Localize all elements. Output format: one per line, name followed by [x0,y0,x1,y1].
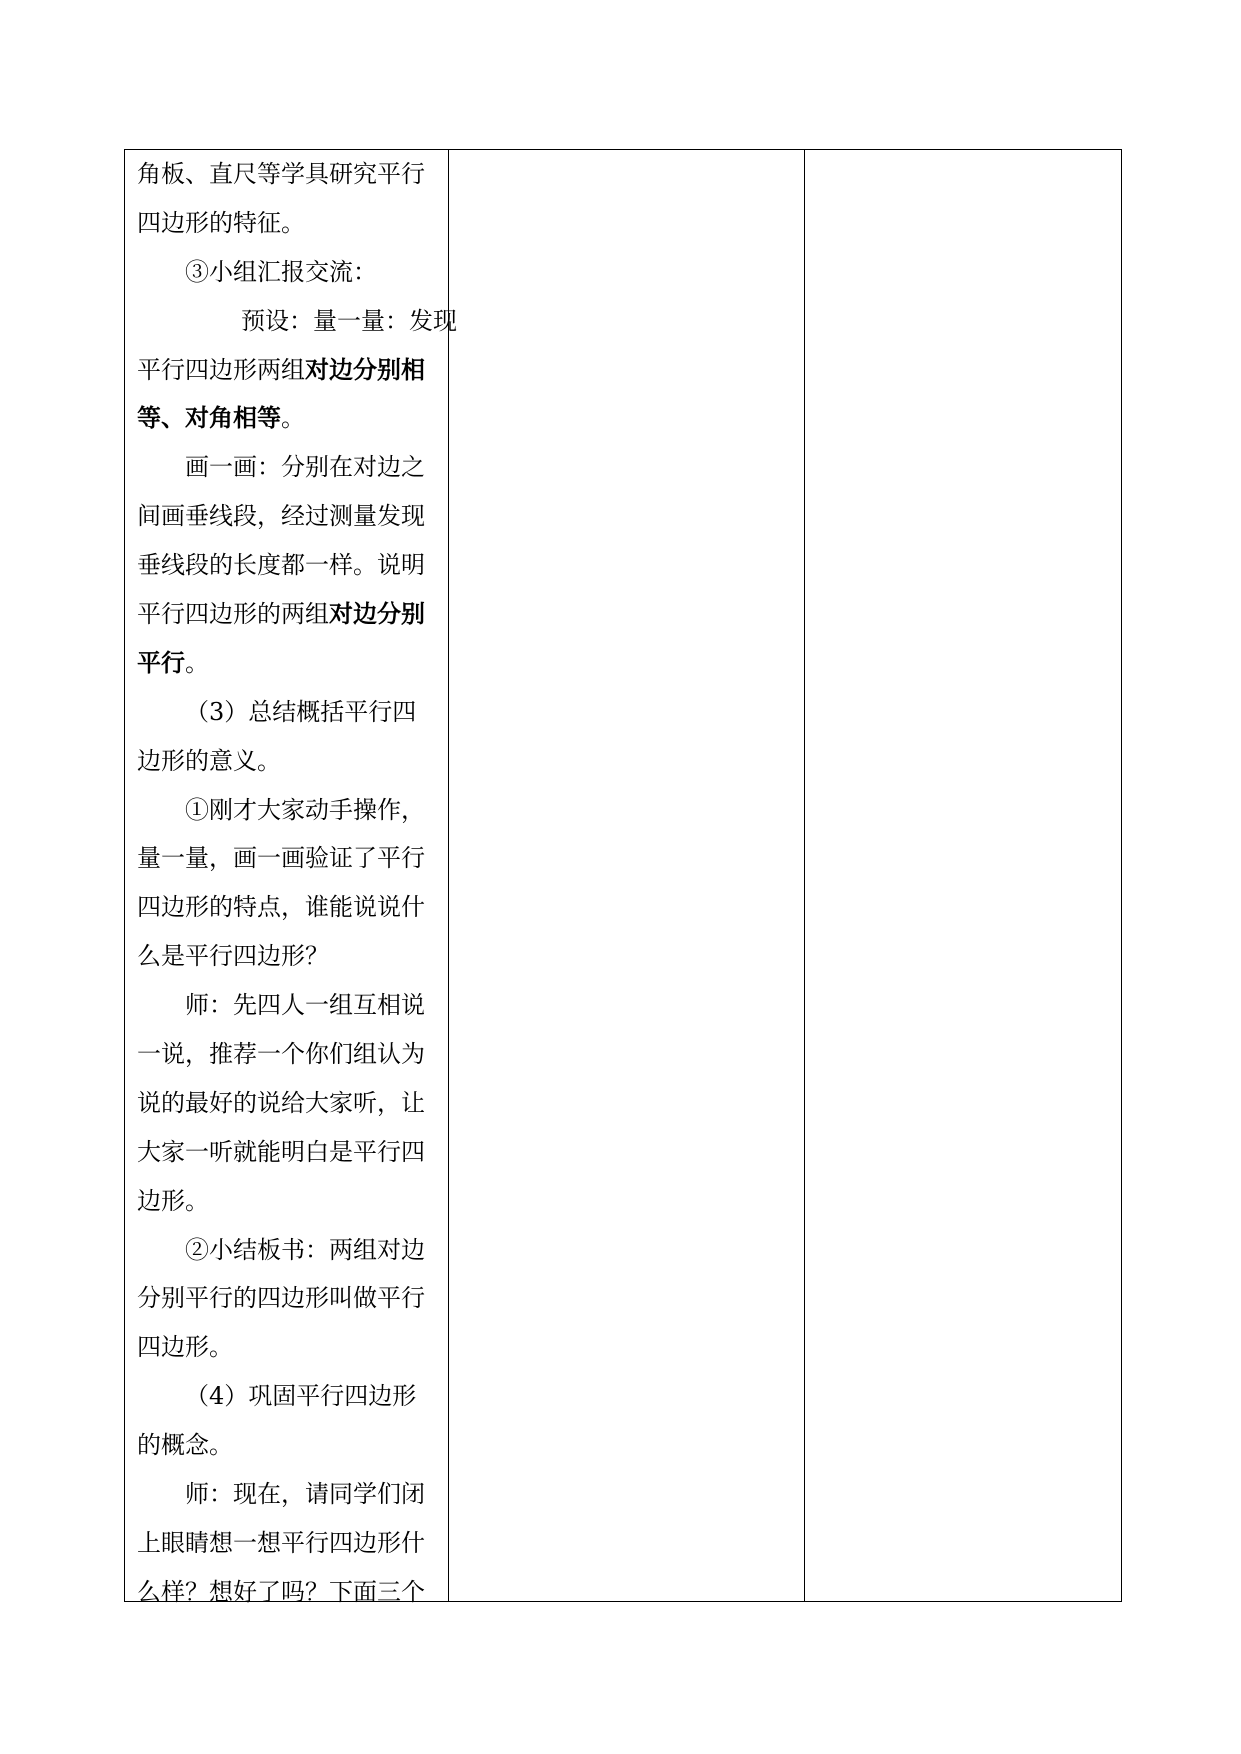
text-segment: 。 [185,648,209,677]
text-line [137,492,438,541]
text-segment: 师：现在，请同学们闭 [185,1480,425,1509]
text-segment: 么样？想好了吗？下面三个 [137,1577,425,1606]
text-line [137,150,438,199]
text-segment: 的概念。 [137,1431,233,1460]
text-line [137,394,438,443]
lesson-text-lines [137,150,457,1617]
lesson-content-column [125,150,457,1606]
text-line [137,1568,438,1617]
text-line [137,834,438,883]
lesson-plan-table [124,149,1122,1606]
text-line [137,248,438,297]
text-line [137,1226,438,1275]
text-segment: 。 [281,404,305,433]
text-segment: 分别平行的四边形叫做平行 [137,1284,425,1313]
bold-text-segment: 对边分别相 [305,354,425,384]
empty-middle-column [449,150,805,1601]
text-segment: 平行四边形两组 [137,355,305,384]
text-segment: 一说，推荐一个你们组认为 [137,1040,425,1069]
text-line [137,590,438,639]
text-segment: 大家一听就能明白是平行四 [137,1137,425,1166]
text-line [137,346,438,395]
text-segment: 角板、直尺等学具研究平行 [137,160,425,188]
text-line [137,1079,438,1128]
text-line [137,1030,438,1079]
text-segment: （4）巩固平行四边形 [185,1382,417,1411]
text-line [137,688,438,737]
bold-text-segment: 等、对角相等 [137,403,281,433]
text-line [137,199,438,248]
text-segment: 边形的意义。 [137,746,281,775]
text-line [137,1177,438,1226]
text-line [137,981,438,1030]
text-line [137,443,438,492]
text-line [137,1323,438,1372]
text-segment: 说的最好的说给大家听，让 [137,1088,425,1117]
text-line [137,639,438,688]
text-line [137,541,438,590]
text-line [137,883,438,932]
text-segment: 么是平行四边形？ [137,942,329,971]
text-segment: 量一量，画一画验证了平行 [137,844,425,873]
text-segment: 画一画：分别在对边之 [185,453,425,482]
text-segment: 平行四边形的两组 [137,600,329,629]
text-segment: 四边形的特点，谁能说说什 [137,893,425,922]
text-segment: ①刚才大家动手操作， [185,795,425,824]
text-line [137,1519,438,1568]
text-line [137,297,457,346]
text-segment: 师：先四人一组互相说 [185,991,425,1020]
text-line [137,786,438,835]
text-segment: 间画垂线段，经过测量发现 [137,502,425,531]
text-line [137,1470,438,1519]
text-line [137,1128,438,1177]
text-line [137,932,438,981]
text-segment: ②小结板书：两组对边 [185,1235,425,1264]
text-line [137,737,438,786]
text-segment: 四边形。 [137,1333,233,1362]
bold-text-segment: 平行 [137,647,185,677]
text-segment: 垂线段的长度都一样。说明 [137,551,425,580]
bold-text-segment: 对边分别 [329,599,425,629]
text-line [137,1421,438,1470]
text-line [137,1372,438,1421]
text-segment: 四边形的特征。 [137,208,305,237]
text-line [137,1274,438,1323]
text-segment: （3）总结概括平行四 [185,697,417,726]
empty-right-column [805,150,1121,1601]
text-segment: 边形。 [137,1186,209,1215]
text-segment: ③小组汇报交流： [185,257,377,286]
text-segment: 预设：量一量：发现 [241,306,457,335]
text-segment: 上眼睛想一想平行四边形什 [137,1528,425,1557]
